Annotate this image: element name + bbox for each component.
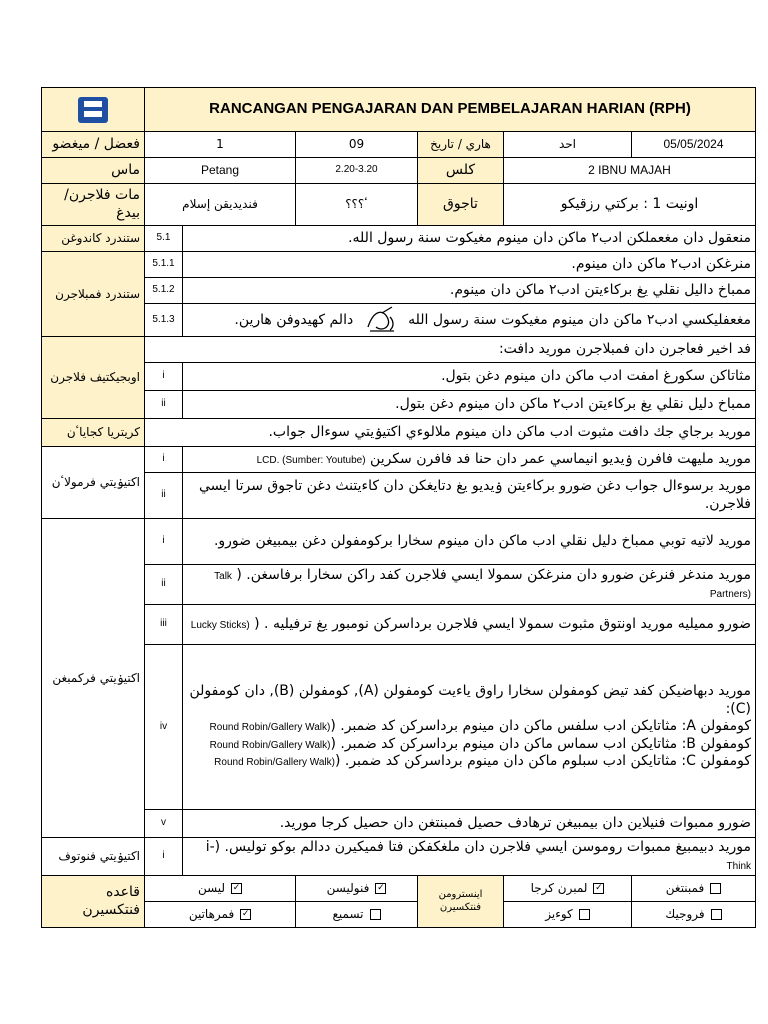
standard-kandungan-label: ستندرد كاندوغن — [42, 226, 145, 252]
group-a-text: كومفولن A: مثاتايكن ادب سلفس ماكن دان مينوم برداسركن كد ضمبر. ( — [330, 718, 751, 735]
tarikh-value: 05/05/2024 — [632, 132, 756, 158]
checkbox-lisan[interactable]: ✓ — [232, 883, 241, 893]
sp-text-3 — [183, 304, 756, 337]
time-value: 2.20-3.20 — [296, 158, 418, 184]
set-code-2: ii — [145, 473, 183, 519]
tajuk-code: ٴ؟؟؟ — [296, 184, 418, 226]
dev-text-1: موريد لاتيه توبي ممباخ دليل نقلي ادب ماكن دان مينوم سخارا بركومفولن دغن بيمبيغن ضورو. — [183, 519, 756, 565]
standard-pembelajaran-label: ستندرد فمبلاجرن — [42, 252, 145, 337]
unit-value: اونيت 1 : برکتي رزقيکو — [504, 184, 756, 226]
closure-text — [183, 838, 756, 876]
checkbox-pemerhatian[interactable]: ✓ — [241, 909, 250, 919]
rph-table — [41, 87, 756, 928]
tajuk-label: تاجوق — [418, 184, 504, 226]
objektif-label: اوبجيكتيف فلاجرن — [42, 337, 145, 419]
ob-text-1: مثاتاكن سكورغ امفت ادب ماكن دان مينوم دغن بتول. — [183, 363, 756, 391]
sp-code-1: 5.1.1 — [145, 252, 183, 278]
kaedah-option-tasmik — [296, 902, 418, 928]
kriteria-label: كريتريا كجاياٴن — [42, 419, 145, 447]
closure-text-en: Think — [726, 860, 751, 872]
sk-code: 5.1 — [145, 226, 183, 252]
dev-text-3 — [183, 605, 756, 645]
pemerhatian-label: فمرهاتين — [188, 907, 235, 921]
dev-code-4: iv — [145, 645, 183, 810]
dev-code-5: v — [145, 810, 183, 838]
minggu-label: فعضل / ميغضو — [42, 132, 145, 158]
kaedah-option-lembaran — [504, 876, 632, 902]
dev-code-3: iii — [145, 605, 183, 645]
closure-code: i — [145, 838, 183, 876]
dev-code-1: i — [145, 519, 183, 565]
group-b-en: Round Robin/Gallery Walk) — [209, 739, 331, 751]
period-value: Petang — [145, 158, 296, 184]
group-b-text: كومفولن B: مثاتايكن ادب سماس ماكن دان مينوم برداسركن كد ضمبر. ( — [330, 735, 751, 752]
dev-4-group-c — [187, 753, 751, 771]
ob-code-2: ii — [145, 391, 183, 419]
dev-text-5: ضورو ممبوات فنيلاين دان بيمبيغن ترهادف حصيل فمبنتغن دان حصيل كرجا موريد. — [183, 810, 756, 838]
dev-text-3-ar: ضورو مميليه موريد اونتوق مثبوت سمولا ايسي فلاجرن برداسركن نومبور يغ ترفيليه . ( — [254, 615, 751, 632]
hari-label: هاري / تاريخ — [418, 132, 504, 158]
dev-code-2: ii — [145, 565, 183, 605]
sp-text-3-suffix: دالم كهيدوفن هارين. — [234, 312, 354, 328]
ob-code-1: i — [145, 363, 183, 391]
objektif-intro: فد اخير فعاجرن دان فمبلاجرن موريد دافت: — [145, 337, 756, 363]
checkbox-projek[interactable] — [711, 909, 722, 920]
mata-pelajaran-label: مات فلاجرن/ بيدغ — [42, 184, 145, 226]
perkembangan-label: اكتيۏيتي فركمبغن — [42, 519, 145, 838]
sp-text-3-main: مغعفليکسي ادب٢ ماكن دان مينوم مغيكوت سنة رسول الله — [408, 312, 751, 328]
dev-text-4 — [183, 645, 756, 810]
school-logo-icon — [76, 93, 110, 127]
subject-value: فنديديقن إسلام — [145, 184, 296, 226]
group-c-text: كومفولن C: مثاتايكن ادب سبلوم ماكن دان مينوم برداسركن كد ضمبر. ( — [334, 753, 751, 770]
group-c-en: Round Robin/Gallery Walk) — [214, 757, 335, 769]
dev-4-intro: موريد دبهاضيكن كفد تيض كومفولن سخارا راوق ياءيت كومفولن (A), كومفولن (B), دان كومفولن (C): — [189, 683, 751, 717]
kaedah-option-pembentangan — [632, 876, 756, 902]
penutup-label: اكتيۏيتي فنوتوف — [42, 838, 145, 876]
kaedah-option-kuiz — [504, 902, 632, 928]
lisan-label: ليسن — [197, 881, 226, 895]
kaedah-option-lisan — [145, 876, 296, 902]
set-text-1 — [183, 447, 756, 473]
pembentangan-label: فمبنتغن — [665, 881, 705, 895]
sp-text-1: منرغكن ادب٢ ماكن دان مينوم. — [183, 252, 756, 278]
checkbox-lembaran-kerja[interactable]: ✓ — [595, 883, 603, 893]
kelas-value: 2 IBNU MAJAH — [504, 158, 756, 184]
page-title: RANCANGAN PENGAJARAN DAN PEMBELAJARAN HARIAN (RPH) — [145, 88, 756, 132]
dev-4-group-b — [187, 736, 751, 754]
closure-text-ar: موريد دبيمبيغ ممبوات روموسن ايسي فلاجرن دان ملغكفكن فتا فميكيرن ددالم بوكو توليس. (-i — [205, 839, 751, 855]
ob-text-2: ممباخ دليل نقلي يغ بركاءيتن ادب٢ ماكن دان مينوم دغن بتول. — [183, 391, 756, 419]
minggu-value: 1 — [145, 132, 296, 158]
kaedah-option-penulisan — [296, 876, 418, 902]
checkbox-pembentangan[interactable] — [710, 883, 721, 894]
checkbox-kuiz[interactable] — [579, 909, 590, 920]
kelas-label: کلس — [418, 158, 504, 184]
dev-text-2-en: Talk Partners) — [214, 571, 751, 600]
set-text-2: موريد برسوءال جواب دغن ضورو برکاءيتن ۏيديو يغ دتايغكن دان كاءيتنث دغن تاجوق سرتا ايسي فلاجرن. — [183, 473, 756, 519]
tasmik-label: تسميع — [332, 907, 364, 921]
kaedah-option-pemerhatian — [145, 902, 296, 928]
set-text-1-en: LCD. (Sumber: Youtube) — [256, 454, 366, 466]
set-code-1: i — [145, 447, 183, 473]
kriteria-text: موريد برجاي جك دافت مثبوت ادب ماكن دان مينوم ملالوءي اكتيۏيتي سوءال جواب. — [145, 419, 756, 447]
checkbox-penulisan[interactable]: ✓ — [377, 883, 385, 893]
dev-text-2-ar: موريد مندغر فنرغن ضورو دان منرغكن سمولا ايسي فلاجرن كفد راكن سخارا برفاسغن. ( — [236, 567, 751, 583]
checkbox-tasmik[interactable] — [370, 909, 381, 920]
set-induksi-label: اكتيۏيتي فرمولاٴن — [42, 447, 145, 519]
dev-text-3-en: Lucky Sticks) — [190, 619, 250, 631]
kuiz-label: كوءيز — [545, 907, 573, 921]
sp-code-2: 5.1.2 — [145, 278, 183, 304]
kaedah-label: قاعده فنتکسيرن — [42, 876, 145, 928]
sk-text: منعقول دان مغعملكن ادب٢ ماكن دان مينوم مغيكوت سنة رسول الله. — [183, 226, 756, 252]
rph-sheet — [41, 87, 755, 928]
penulisan-label: فنوليسن — [326, 881, 370, 895]
hari-value: احد — [504, 132, 632, 158]
projek-label: فروجيك — [665, 907, 705, 921]
group-a-en: Round Robin/Gallery Walk) — [209, 722, 331, 734]
week-number: 09 — [296, 132, 418, 158]
salawat-calligraphy-icon — [364, 305, 398, 335]
sp-text-2: ممباخ دالیل نقلي يغ برکاءيتن ادب٢ ماكن دان مينوم. — [183, 278, 756, 304]
sp-code-3: 5.1.3 — [145, 304, 183, 337]
dev-4-group-a — [187, 718, 751, 736]
kaedah-option-projek — [632, 902, 756, 928]
instrumen-label: اينسترومن فنتکسيرن — [418, 876, 504, 928]
set-text-1-ar: موريد مليهت فافرن ۏيديو انيماسي عمر دان حنا فد فافرن سکرين — [370, 450, 751, 467]
logo-cell — [42, 88, 145, 132]
masa-label: ماس — [42, 158, 145, 184]
lembaran-label: لمبرن كرجا — [530, 881, 588, 895]
dev-text-2 — [183, 565, 756, 605]
